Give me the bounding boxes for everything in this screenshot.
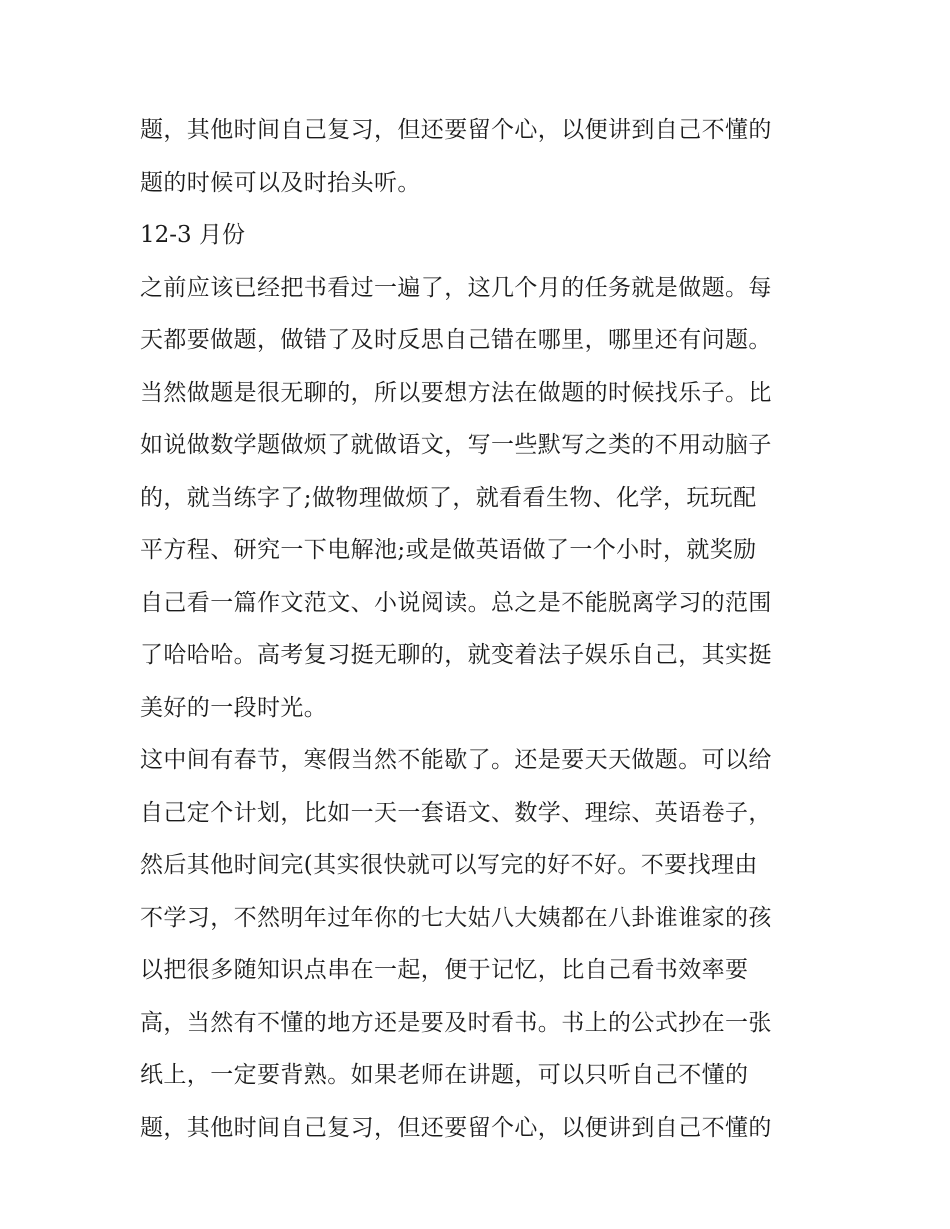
text-line: 题，其他时间自己复习，但还要留个心，以便讲到自己不懂的 [140, 1114, 772, 1141]
text-line: 天都要做题，做错了及时反思自己错在哪里，哪里还有问题。 [140, 327, 772, 353]
text-line: 平方程、研究一下电解池;或是做英语做了一个小时，就奖励 [140, 537, 757, 563]
text-line: 美好的一段时光。 [140, 694, 328, 721]
document-body [140, 104, 820, 1154]
text-line: 题，其他时间自己复习，但还要留个心，以便讲到自己不懂的 [140, 117, 772, 143]
text-line: 的，就当练字了;做物理做烦了，就看看生物、化学，玩玩配 [140, 484, 757, 511]
section-heading: 12-3 月份 [140, 222, 245, 248]
text-line: 以把很多随知识点串在一起，便于记忆，比自己看书效率要 [140, 957, 749, 983]
text-line: 然后其他时间完(其实很快就可以写完的好不好。不要找理由 [140, 852, 758, 878]
text-line: 自己看一篇作文范文、小说阅读。总之是不能脱离学习的范围 [140, 589, 772, 616]
text-line: 自己定个计划，比如一天一套语文、数学、理综、英语卷子， [140, 799, 772, 826]
text-line: 这中间有春节，寒假当然不能歇了。还是要天天做题。可以给 [140, 747, 772, 773]
text-line: 之前应该已经把书看过一遍了，这几个月的任务就是做题。每 [140, 274, 772, 301]
text-line: 纸上，一定要背熟。如果老师在讲题，可以只听自己不懂的 [140, 1062, 749, 1088]
text-line: 当然做题是很无聊的，所以要想方法在做题的时候找乐子。比 [140, 379, 772, 406]
text-line: 不学习，不然明年过年你的七大姑八大姨都在八卦谁谁家的孩 [140, 904, 772, 931]
text-line: 高，当然有不懂的地方还是要及时看书。书上的公式抄在一张 [140, 1009, 772, 1036]
text-line: 如说做数学题做烦了就做语文，写一些默写之类的不用动脑子 [140, 432, 772, 458]
text-line: 了哈哈哈。高考复习挺无聊的，就变着法子娱乐自己，其实挺 [140, 642, 772, 668]
text-line: 题的时候可以及时抬头听。 [140, 169, 421, 196]
